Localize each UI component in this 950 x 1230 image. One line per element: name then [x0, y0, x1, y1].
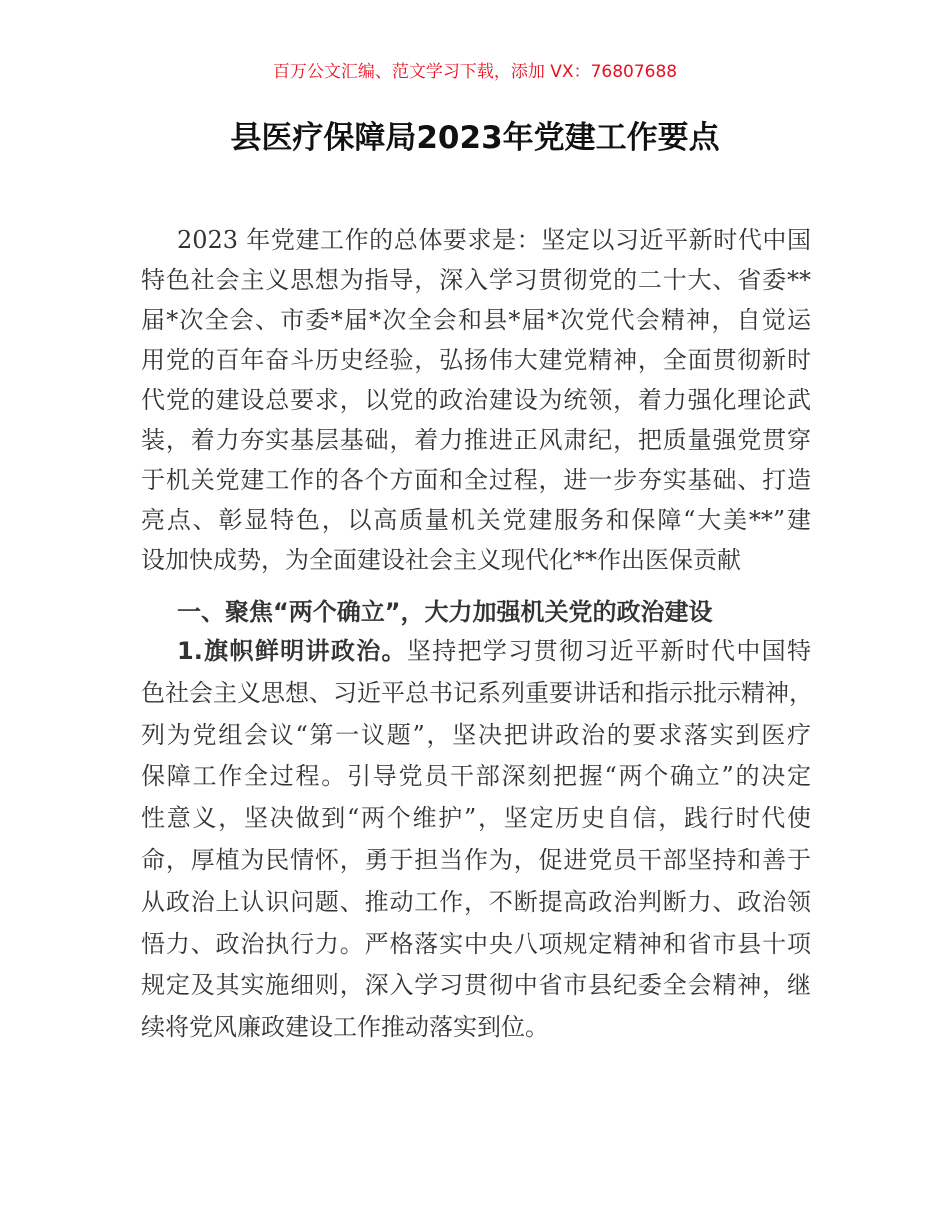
item-text: 坚持把学习贯彻习近平新时代中国特	[406, 637, 811, 665]
text-line: 从政治上认识问题、推动工作，不断提高政治判断力、政治领	[141, 887, 811, 916]
text-line: 悟力、政治执行力。严格落实中央八项规定精神和省市县十项	[141, 929, 811, 958]
text-line: 命，厚植为民情怀，勇于担当作为，促进党员干部坚持和善于	[141, 845, 811, 874]
text-line: 届*次全会、市委*届*次全会和县*届*次党代会精神，自觉运	[141, 306, 811, 334]
text-line: 续将党风廉政建设工作推动落实到位。	[141, 1013, 549, 1042]
text-line: 亮点、彰显特色，以高质量机关党建服务和保障“大美**”建	[141, 506, 811, 534]
intro-paragraph	[141, 220, 811, 580]
item-paragraph	[141, 631, 811, 1049]
text-line: 特色社会主义思想为指导，深入学习贯彻党的二十大、省委**	[141, 266, 811, 294]
text-line: 代党的建设总要求，以党的政治建设为统领，着力强化理论武	[141, 386, 811, 414]
text-line: 于机关党建工作的各个方面和全过程，进一步夯实基础、打造	[141, 466, 811, 494]
text-line: 保障工作全过程。引导党员干部深刻把握“两个确立”的决定	[141, 762, 811, 791]
item-label: 1.旗帜鲜明讲政治。	[177, 637, 407, 665]
download-banner: 百万公文汇编、范文学习下载，添加 VX：76807688	[272, 62, 678, 82]
text-line: 装，着力夯实基层基础，着力推进正风肃纪，把质量强党贯穿	[141, 426, 811, 454]
text-line: 设加快成势，为全面建设社会主义现代化**作出医保贡献	[141, 546, 741, 574]
text-line	[141, 631, 811, 673]
document-title: 县医疗保障局2023年党建工作要点	[230, 120, 720, 156]
text-line: 规定及其实施细则，深入学习贯彻中省市县纪委全会精神，继	[141, 971, 811, 1000]
section-heading: 一、聚焦“两个确立”，大力加强机关党的政治建设	[177, 598, 713, 626]
text-line: 列为党组会议“第一议题”，坚决把讲政治的要求落实到医疗	[141, 720, 811, 749]
text-line: 性意义，坚决做到“两个维护”，坚定历史自信，践行时代使	[141, 804, 811, 833]
text-line: 2023 年党建工作的总体要求是：坚定以习近平新时代中国	[177, 226, 811, 254]
text-line: 用党的百年奋斗历史经验，弘扬伟大建党精神，全面贯彻新时	[141, 346, 811, 374]
text-line: 色社会主义思想、习近平总书记系列重要讲话和指示批示精神，	[141, 678, 813, 707]
